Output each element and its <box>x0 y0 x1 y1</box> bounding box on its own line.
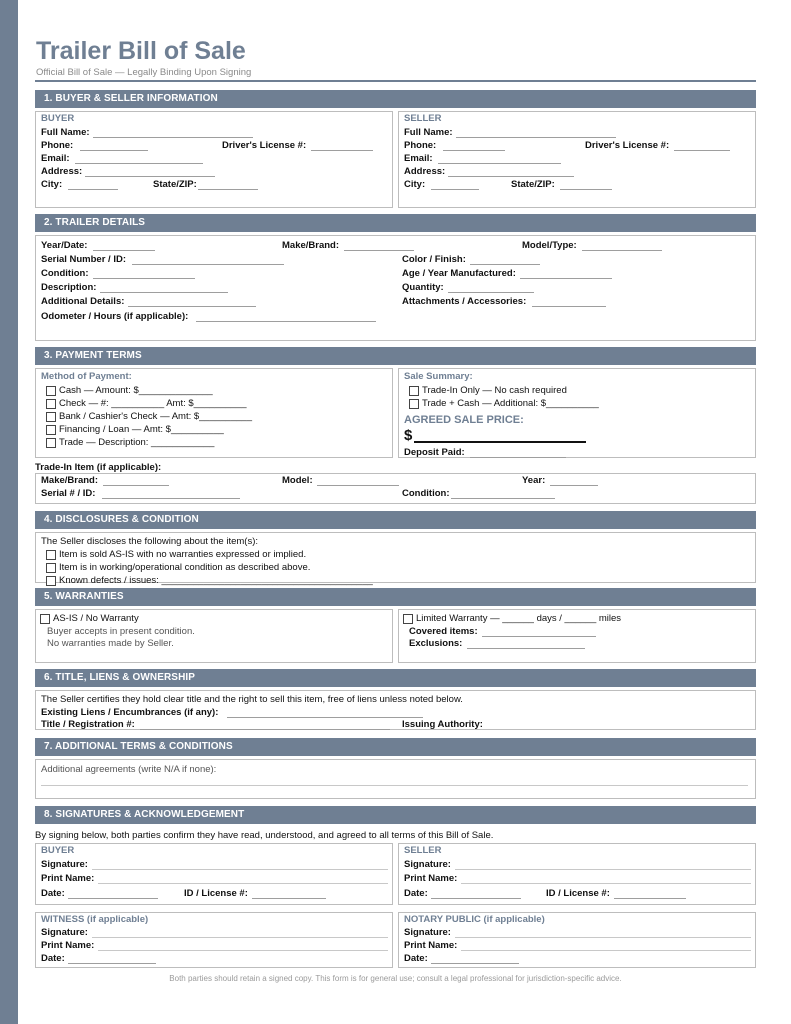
trade-in-only-checkbox[interactable] <box>409 386 419 396</box>
seller-phone-label: Phone: <box>404 140 437 151</box>
quantity-label: Quantity: <box>402 282 444 293</box>
section-5-header: 5. WARRANTIES <box>35 588 756 606</box>
trade-in-box <box>35 473 756 504</box>
check-checkbox[interactable] <box>46 399 56 409</box>
deposit-paid-field[interactable] <box>470 457 566 458</box>
quantity-field[interactable] <box>448 292 534 293</box>
exclusions-field[interactable] <box>467 648 585 649</box>
witness-print-name-label: Print Name: <box>41 940 95 951</box>
buyer-signature-heading: BUYER <box>41 845 75 856</box>
notary-print-name-field[interactable] <box>461 950 751 951</box>
buyer-city-field[interactable] <box>68 189 118 190</box>
trade-year-label: Year: <box>522 475 546 486</box>
seller-state-zip-field[interactable] <box>560 189 612 190</box>
as-is-warranty-label: AS-IS / No Warranty <box>53 613 139 624</box>
disclosure-intro: The Seller discloses the following about the item(s): <box>41 536 259 547</box>
section-7-header: 7. ADDITIONAL TERMS & CONDITIONS <box>35 738 756 756</box>
odometer-label: Odometer / Hours (if applicable): <box>41 311 189 322</box>
seller-phone-field[interactable] <box>443 150 505 151</box>
seller-signature-heading: SELLER <box>404 845 442 856</box>
seller-city-label: City: <box>404 179 426 190</box>
buyer-phone-label: Phone: <box>41 140 74 151</box>
trade-model-label: Model: <box>282 475 313 486</box>
trade-condition-label: Condition: <box>402 488 450 499</box>
seller-date-label: Date: <box>404 888 428 899</box>
section-3-header: 3. PAYMENT TERMS <box>35 347 756 365</box>
buyer-phone-field[interactable] <box>80 150 148 151</box>
model-type-field[interactable] <box>582 250 662 251</box>
check-label: Check — #: __________ Amt: $__________ <box>59 398 247 409</box>
trade-checkbox[interactable] <box>46 438 56 448</box>
buyer-full-name-field[interactable] <box>93 137 253 138</box>
trade-make-brand-field[interactable] <box>103 485 169 486</box>
additional-terms-field[interactable] <box>41 785 748 786</box>
trade-model-field[interactable] <box>317 485 399 486</box>
buyer-date-label: Date: <box>41 888 65 899</box>
trade-in-heading: Trade-In Item (if applicable): <box>35 462 162 473</box>
condition-field[interactable] <box>93 278 195 279</box>
trade-make-brand-label: Make/Brand: <box>41 475 99 486</box>
notary-heading: NOTARY PUBLIC (if applicable) <box>404 914 545 925</box>
financing-checkbox[interactable] <box>46 425 56 435</box>
trade-label: Trade — Description: ____________ <box>59 437 215 448</box>
make-brand-label: Make/Brand: <box>282 240 340 251</box>
trade-serial-field[interactable] <box>102 498 240 499</box>
seller-full-name-label: Full Name: <box>404 127 453 138</box>
title-registration-field[interactable] <box>140 729 390 730</box>
attachments-label: Attachments / Accessories: <box>402 296 527 307</box>
seller-email-field[interactable] <box>438 163 561 164</box>
odometer-field[interactable] <box>196 321 376 322</box>
seller-id-license-field[interactable] <box>614 898 686 899</box>
description-field[interactable] <box>100 292 228 293</box>
buyer-city-label: City: <box>41 179 63 190</box>
color-finish-field[interactable] <box>470 264 540 265</box>
trade-year-field[interactable] <box>550 485 598 486</box>
attachments-field[interactable] <box>532 306 606 307</box>
seller-address-field[interactable] <box>448 176 574 177</box>
description-label: Description: <box>41 282 97 293</box>
financing-label: Financing / Loan — Amt: $__________ <box>59 424 224 435</box>
age-year-field[interactable] <box>520 278 612 279</box>
seller-email-label: Email: <box>404 153 433 164</box>
seller-print-name-field[interactable] <box>461 883 751 884</box>
covered-items-field[interactable] <box>482 636 596 637</box>
serial-number-field[interactable] <box>132 264 284 265</box>
seller-address-label: Address: <box>404 166 446 177</box>
notary-print-name-label: Print Name: <box>404 940 458 951</box>
existing-liens-label: Existing Liens / Encumbrances (if any): <box>41 707 219 718</box>
notary-date-label: Date: <box>404 953 428 964</box>
condition-label: Condition: <box>41 268 89 279</box>
sale-price-field[interactable] <box>414 441 586 443</box>
section-8-header: 8. SIGNATURES & ACKNOWLEDGEMENT <box>35 806 756 824</box>
witness-date-field[interactable] <box>68 963 156 964</box>
serial-number-label: Serial Number / ID: <box>41 254 126 265</box>
method-of-payment-heading: Method of Payment: <box>41 371 132 382</box>
buyer-address-field[interactable] <box>85 176 215 177</box>
buyer-address-label: Address: <box>41 166 83 177</box>
seller-city-field[interactable] <box>431 189 479 190</box>
buyer-heading: BUYER <box>41 113 75 124</box>
section-1-header: 1. BUYER & SELLER INFORMATION <box>35 90 756 108</box>
seller-signature-label: Signature: <box>404 859 451 870</box>
left-accent-bar <box>0 0 18 1024</box>
seller-date-field[interactable] <box>431 898 521 899</box>
seller-id-license-label: ID / License #: <box>546 888 610 899</box>
additional-details-field[interactable] <box>128 306 256 307</box>
trade-plus-cash-label: Trade + Cash — Additional: $__________ <box>422 398 599 409</box>
title-divider <box>35 80 756 82</box>
seller-heading: SELLER <box>404 113 442 124</box>
buyer-state-zip-label: State/ZIP: <box>153 179 197 190</box>
known-defects-label: Known defects / issues: ________________________________________ <box>59 575 373 586</box>
limited-warranty-checkbox[interactable] <box>403 614 413 624</box>
witness-print-name-field[interactable] <box>98 950 388 951</box>
year-date-label: Year/Date: <box>41 240 88 251</box>
as-is-disclosure-label: Item is sold AS-IS with no warranties expressed or implied. <box>59 549 307 560</box>
title-registration-label: Title / Registration #: <box>41 719 135 730</box>
notary-signature-field[interactable] <box>455 937 751 938</box>
buyer-dl-field[interactable] <box>311 150 373 151</box>
working-condition-checkbox[interactable] <box>46 563 56 573</box>
limited-warranty-label: Limited Warranty — ______ days / ______ miles <box>416 613 622 624</box>
additional-details-label: Additional Details: <box>41 296 125 307</box>
color-finish-label: Color / Finish: <box>402 254 466 265</box>
buyer-id-license-field[interactable] <box>252 898 326 899</box>
buyer-date-field[interactable] <box>68 898 158 899</box>
as-is-disclosure-checkbox[interactable] <box>46 550 56 560</box>
witness-heading: WITNESS (if applicable) <box>41 914 149 925</box>
issuing-authority-label: Issuing Authority: <box>402 719 483 730</box>
age-year-label: Age / Year Manufactured: <box>402 268 516 279</box>
model-type-label: Model/Type: <box>522 240 577 251</box>
buyer-accepts-note: Buyer accepts in present condition. <box>47 626 195 637</box>
signature-intro: By signing below, both parties confirm they have read, understood, and agreed to all terms of this Bill of Sale. <box>35 830 494 841</box>
make-brand-field[interactable] <box>344 250 414 251</box>
cash-label: Cash — Amount: $______________ <box>59 385 213 396</box>
buyer-email-field[interactable] <box>75 163 203 164</box>
page-subtitle: Official Bill of Sale — Legally Binding Upon Signing <box>36 67 252 78</box>
buyer-dl-label: Driver's License #: <box>222 140 307 151</box>
exclusions-label: Exclusions: <box>409 638 463 649</box>
clear-title-statement: The Seller certifies they hold clear title and the right to sell this item, free of liens unless noted below. <box>41 694 463 705</box>
sale-summary-heading: Sale Summary: <box>404 371 473 382</box>
section-2-header: 2. TRAILER DETAILS <box>35 214 756 232</box>
additional-agreements-label: Additional agreements (write N/A if none): <box>41 764 217 775</box>
covered-items-label: Covered items: <box>409 626 478 637</box>
seller-dl-field[interactable] <box>674 150 730 151</box>
footer-note: Both parties should retain a signed copy. This form is for general use; consult a legal professional for jurisdiction-specific advice. <box>169 974 622 983</box>
section-6-header: 6. TITLE, LIENS & OWNERSHIP <box>35 669 756 687</box>
working-condition-label: Item is in working/operational condition as described above. <box>59 562 311 573</box>
buyer-full-name-label: Full Name: <box>41 127 90 138</box>
agreed-sale-price-label: AGREED SALE PRICE: <box>404 414 524 426</box>
page-title: Trailer Bill of Sale <box>36 37 246 65</box>
trade-condition-field[interactable] <box>451 498 555 499</box>
buyer-email-label: Email: <box>41 153 70 164</box>
notary-signature-label: Signature: <box>404 927 451 938</box>
cash-checkbox[interactable] <box>46 386 56 396</box>
seller-print-name-label: Print Name: <box>404 873 458 884</box>
section-4-header: 4. DISCLOSURES & CONDITION <box>35 511 756 529</box>
buyer-print-name-field[interactable] <box>98 883 388 884</box>
buyer-info-box <box>35 111 393 208</box>
buyer-signature-field[interactable] <box>92 869 388 870</box>
seller-full-name-field[interactable] <box>456 137 616 138</box>
trade-serial-label: Serial # / ID: <box>41 488 96 499</box>
no-warranties-note: No warranties made by Seller. <box>47 638 174 649</box>
year-date-field[interactable] <box>93 250 155 251</box>
witness-signature-field[interactable] <box>92 937 388 938</box>
witness-date-label: Date: <box>41 953 65 964</box>
bank-check-label: Bank / Cashier's Check — Amt: $__________ <box>59 411 252 422</box>
known-defects-checkbox[interactable] <box>46 576 56 586</box>
seller-state-zip-label: State/ZIP: <box>511 179 555 190</box>
buyer-signature-label: Signature: <box>41 859 88 870</box>
trade-plus-cash-checkbox[interactable] <box>409 399 419 409</box>
seller-dl-label: Driver's License #: <box>585 140 670 151</box>
bank-check-checkbox[interactable] <box>46 412 56 422</box>
buyer-state-zip-field[interactable] <box>198 189 258 190</box>
existing-liens-field[interactable] <box>227 717 423 718</box>
trade-in-only-label: Trade-In Only — No cash required <box>422 385 567 396</box>
buyer-id-license-label: ID / License #: <box>184 888 248 899</box>
sale-price-dollar-sign: $ <box>404 427 413 444</box>
witness-signature-label: Signature: <box>41 927 88 938</box>
notary-date-field[interactable] <box>431 963 519 964</box>
as-is-warranty-checkbox[interactable] <box>40 614 50 624</box>
seller-info-box <box>398 111 756 208</box>
deposit-paid-label: Deposit Paid: <box>404 447 465 458</box>
buyer-print-name-label: Print Name: <box>41 873 95 884</box>
seller-signature-field[interactable] <box>455 869 751 870</box>
